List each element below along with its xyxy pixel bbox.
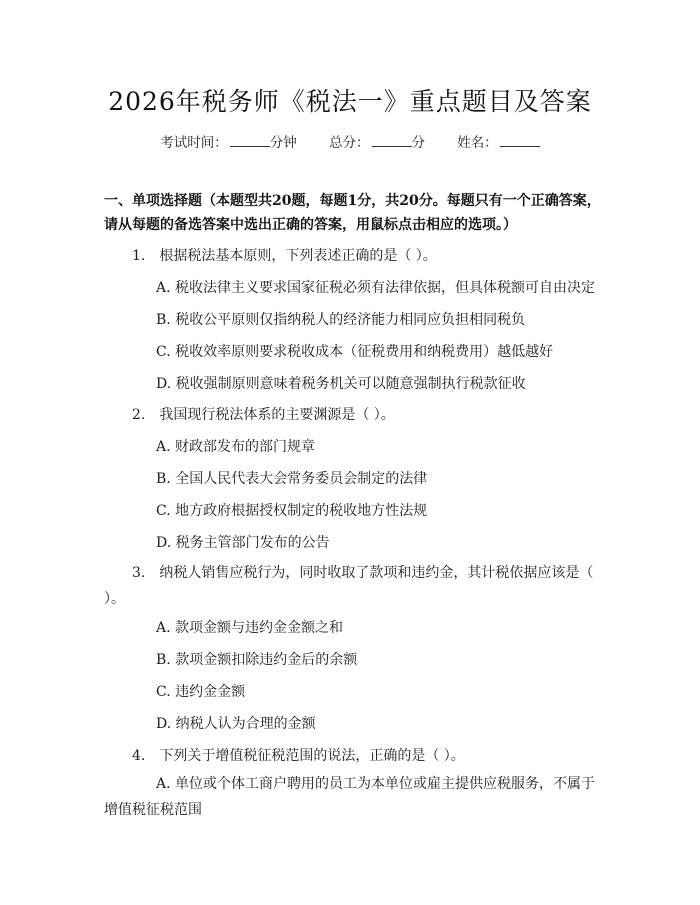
question-3-option-d[interactable]: D. 纳税人认为合理的金额 xyxy=(156,716,316,732)
question-2-option-c[interactable]: C. 地方政府根据授权制定的税收地方性法规 xyxy=(156,503,428,519)
question-1-option-c[interactable]: C. 税收效率原则要求税收成本（征税费用和纳税费用）越低越好 xyxy=(156,344,554,360)
question-1-option-a[interactable]: A. 税收法律主义要求国家征税必须有法律依据，但具体税额可自由决定 xyxy=(156,280,596,296)
total-score xyxy=(329,135,429,151)
question-1-option-d[interactable]: D. 税收强制原则意味着税务机关可以随意强制执行税款征收 xyxy=(156,376,526,392)
exam-meta xyxy=(0,131,700,151)
page-title: 2026年税务师《税法一》重点题目及答案 xyxy=(108,87,592,116)
exam-time-label: 考试时间： xyxy=(160,135,228,151)
exam-time xyxy=(160,135,301,151)
section-heading: 一、单项选择题（本题型共20题，每题1分，共20分。每题只有一个正确答案，请从每题的备选答案中选出正确的答案，用鼠标点击相应的选项。） xyxy=(104,193,601,233)
exam-time-unit: 分钟 xyxy=(269,135,297,151)
question-2-option-d[interactable]: D. 税务主管部门发布的公告 xyxy=(156,535,330,551)
total-score-unit: 分 xyxy=(411,135,425,151)
exam-time-blank xyxy=(230,134,270,147)
total-score-blank xyxy=(372,134,412,147)
question-2-option-b[interactable]: B. 全国人民代表大会常务委员会制定的法律 xyxy=(156,471,428,487)
candidate-name-blank xyxy=(500,134,540,147)
question-4-option-a[interactable]: A. 单位或个体工商户聘用的员工为本单位或雇主提供应税服务，不属于增值税征税范围 xyxy=(104,776,596,818)
question-4: 4. 下列关于增值税征税范围的说法，正确的是（ ）。 xyxy=(132,748,465,764)
total-score-label: 总分： xyxy=(329,135,370,151)
question-2: 2. 我国现行税法体系的主要渊源是（ ）。 xyxy=(132,407,395,423)
candidate-name-label: 姓名： xyxy=(457,135,498,151)
question-2-option-a[interactable]: A. 财政部发布的部门规章 xyxy=(156,439,316,455)
question-3-option-c[interactable]: C. 违约金金额 xyxy=(156,684,246,700)
candidate-name xyxy=(457,135,540,151)
question-3-option-b[interactable]: B. 款项金额扣除违约金后的余额 xyxy=(156,652,358,668)
question-3: 3. 纳税人销售应税行为，同时收取了款项和违约金，其计税依据应该是（ ）。 xyxy=(104,565,594,607)
question-1: 1. 根据税法基本原则，下列表述正确的是（ ）。 xyxy=(132,248,437,264)
question-1-option-b[interactable]: B. 税收公平原则仅指纳税人的经济能力相同应负担相同税负 xyxy=(156,312,526,328)
question-3-option-a[interactable]: A. 款项金额与违约金金额之和 xyxy=(156,620,344,636)
